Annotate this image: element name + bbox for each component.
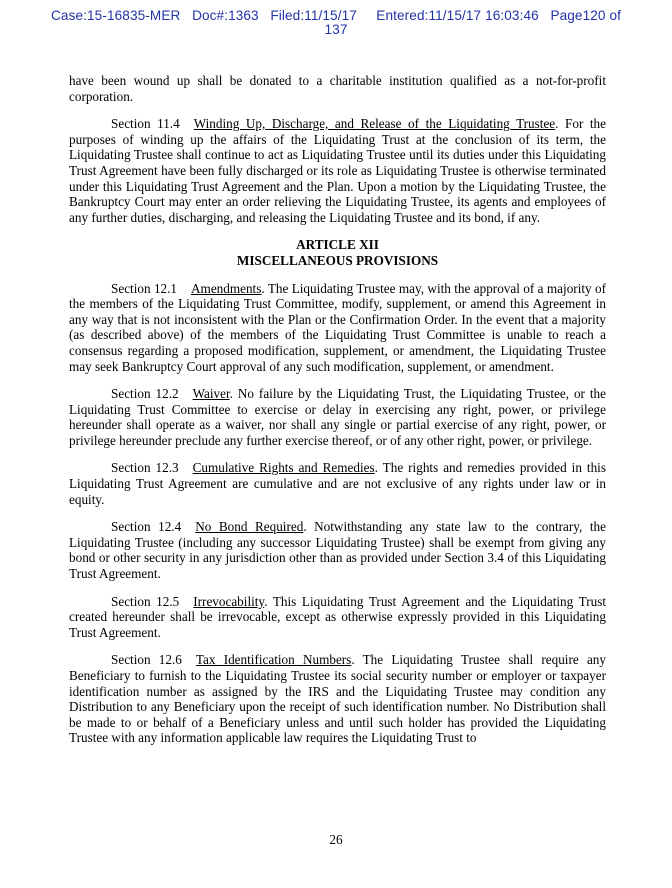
article-number: ARTICLE XII — [296, 237, 379, 253]
section-title: No Bond Required — [195, 519, 304, 535]
section-text: . The Liquidating Trustee may, with the approval of a majority of the members of the Liquidating Trust Committee, modify, supplement, or amend this Agreement in any way that is not inconsistent with the Plan or the Confirmation Order. In the event that a majority (as described above) of the members of the Liquidating Trust Committee is unable to reach a consensus regarding a proposed modification, supplement, or amendment, the Liquidating Trustee may seek Bankruptcy Court approval of any such modification, supplement, or amendment. — [69, 280, 606, 374]
section-text: . For the purposes of winding up the affairs of the Liquidating Trust at the conclusion of its term, the Liquidating Trustee shall continue to act as Liquidating Trustee until its duties under this Liquidating Trust Agreement have been fully discharged or its role as Liquidating Trustee is otherwise terminated under this Liquidating Trust Agreement and the Plan. Upon a motion by the Liquidating Trustee, the Bankruptcy Court may enter an order relieving the Liquidating Trustee, its agents and employees of any further duties, discharging, and releasing the Liquidating Trustee and its bond, if any. — [69, 116, 606, 225]
section-title: Amendments — [191, 280, 262, 296]
section-number: Section 12.5 — [111, 593, 180, 609]
section-title: Cumulative Rights and Remedies — [192, 460, 375, 476]
page-number-footer: 26 — [329, 832, 343, 847]
section-text: . Notwithstanding any state law to the contrary, the Liquidating Trustee (including any successor Liquidating Trustee) shall be exempt from giving any bond or other security in any jurisdiction other than as provided under Section 3.4 of this Liquidating Trust Agreement. — [69, 519, 606, 582]
case-number: Case:15-16835-MER — [51, 8, 181, 23]
section-12-1 — [69, 281, 606, 375]
section-text: . The Liquidating Trustee shall require any Beneficiary to furnish to the Liquidating Trustee its social security number or employer or taxpayer identification number as assigned by the IRS and the Liquidating Trustee may condition any Distribution to any Beneficiary upon the receipt of such identification number. No Distribution shall be made to or behalf of a Beneficiary unless and until such holder has provided the Liquidating Trustee with any information applicable law requires the Liquidating Trust to — [69, 652, 606, 746]
section-number: Section 12.3 — [111, 460, 179, 476]
document-body — [69, 73, 606, 758]
section-title: Waiver — [192, 386, 230, 402]
section-number: Section 12.4 — [111, 519, 182, 535]
section-12-3 — [69, 460, 606, 507]
section-number: Section 11.4 — [111, 116, 180, 132]
article-heading — [69, 237, 606, 268]
section-text: . No failure by the Liquidating Trust, the Liquidating Trustee, or the Liquidating Trust Committee to exercise or delay in exercising any right, power, or privilege hereunder shall operate as a waiver, nor shall any single or partial exercise of any right, power, or privilege hereunder preclude any further exercise thereof, or of any other right, power, or privilege. — [69, 386, 607, 448]
section-12-6 — [69, 652, 606, 746]
section-12-5 — [69, 594, 606, 641]
doc-number: Doc#:1363 — [192, 8, 259, 23]
section-title: Irrevocability — [193, 593, 265, 609]
court-filing-header — [0, 9, 672, 37]
section-11-4 — [69, 116, 606, 225]
section-title: Tax Identification Numbers — [195, 652, 352, 668]
carryover-paragraph: have been wound up shall be donated to a charitable institution qualified as a not-for-profit corporation. — [69, 73, 606, 104]
section-text: . This Liquidating Trust Agreement and the Liquidating Trust created hereunder shall be irrevocable, except as otherwise expressly provided in this Liquidating Trust Agreement. — [69, 593, 606, 640]
section-text: . The rights and remedies provided in this Liquidating Trust Agreement are cumulative and are not exclusive of any rights under law or in equity. — [69, 460, 606, 507]
section-number: Section 12.2 — [111, 386, 179, 402]
entered-date: Entered:11/15/17 16:03:46 — [376, 8, 539, 23]
header-line-2 — [0, 23, 672, 37]
section-title: Winding Up, Discharge, and Release of the Liquidating Trustee — [193, 116, 556, 132]
header-line-1 — [0, 9, 672, 23]
article-title: MISCELLANEOUS PROVISIONS — [236, 252, 439, 268]
filed-date: Filed:11/15/17 — [270, 8, 357, 23]
section-12-4 — [69, 519, 606, 581]
section-number: Section 12.1 — [111, 280, 178, 296]
section-12-2 — [69, 386, 606, 448]
page-of: Page120 of — [550, 8, 621, 23]
page-total: 137 — [324, 22, 348, 37]
section-number: Section 12.6 — [111, 652, 182, 668]
